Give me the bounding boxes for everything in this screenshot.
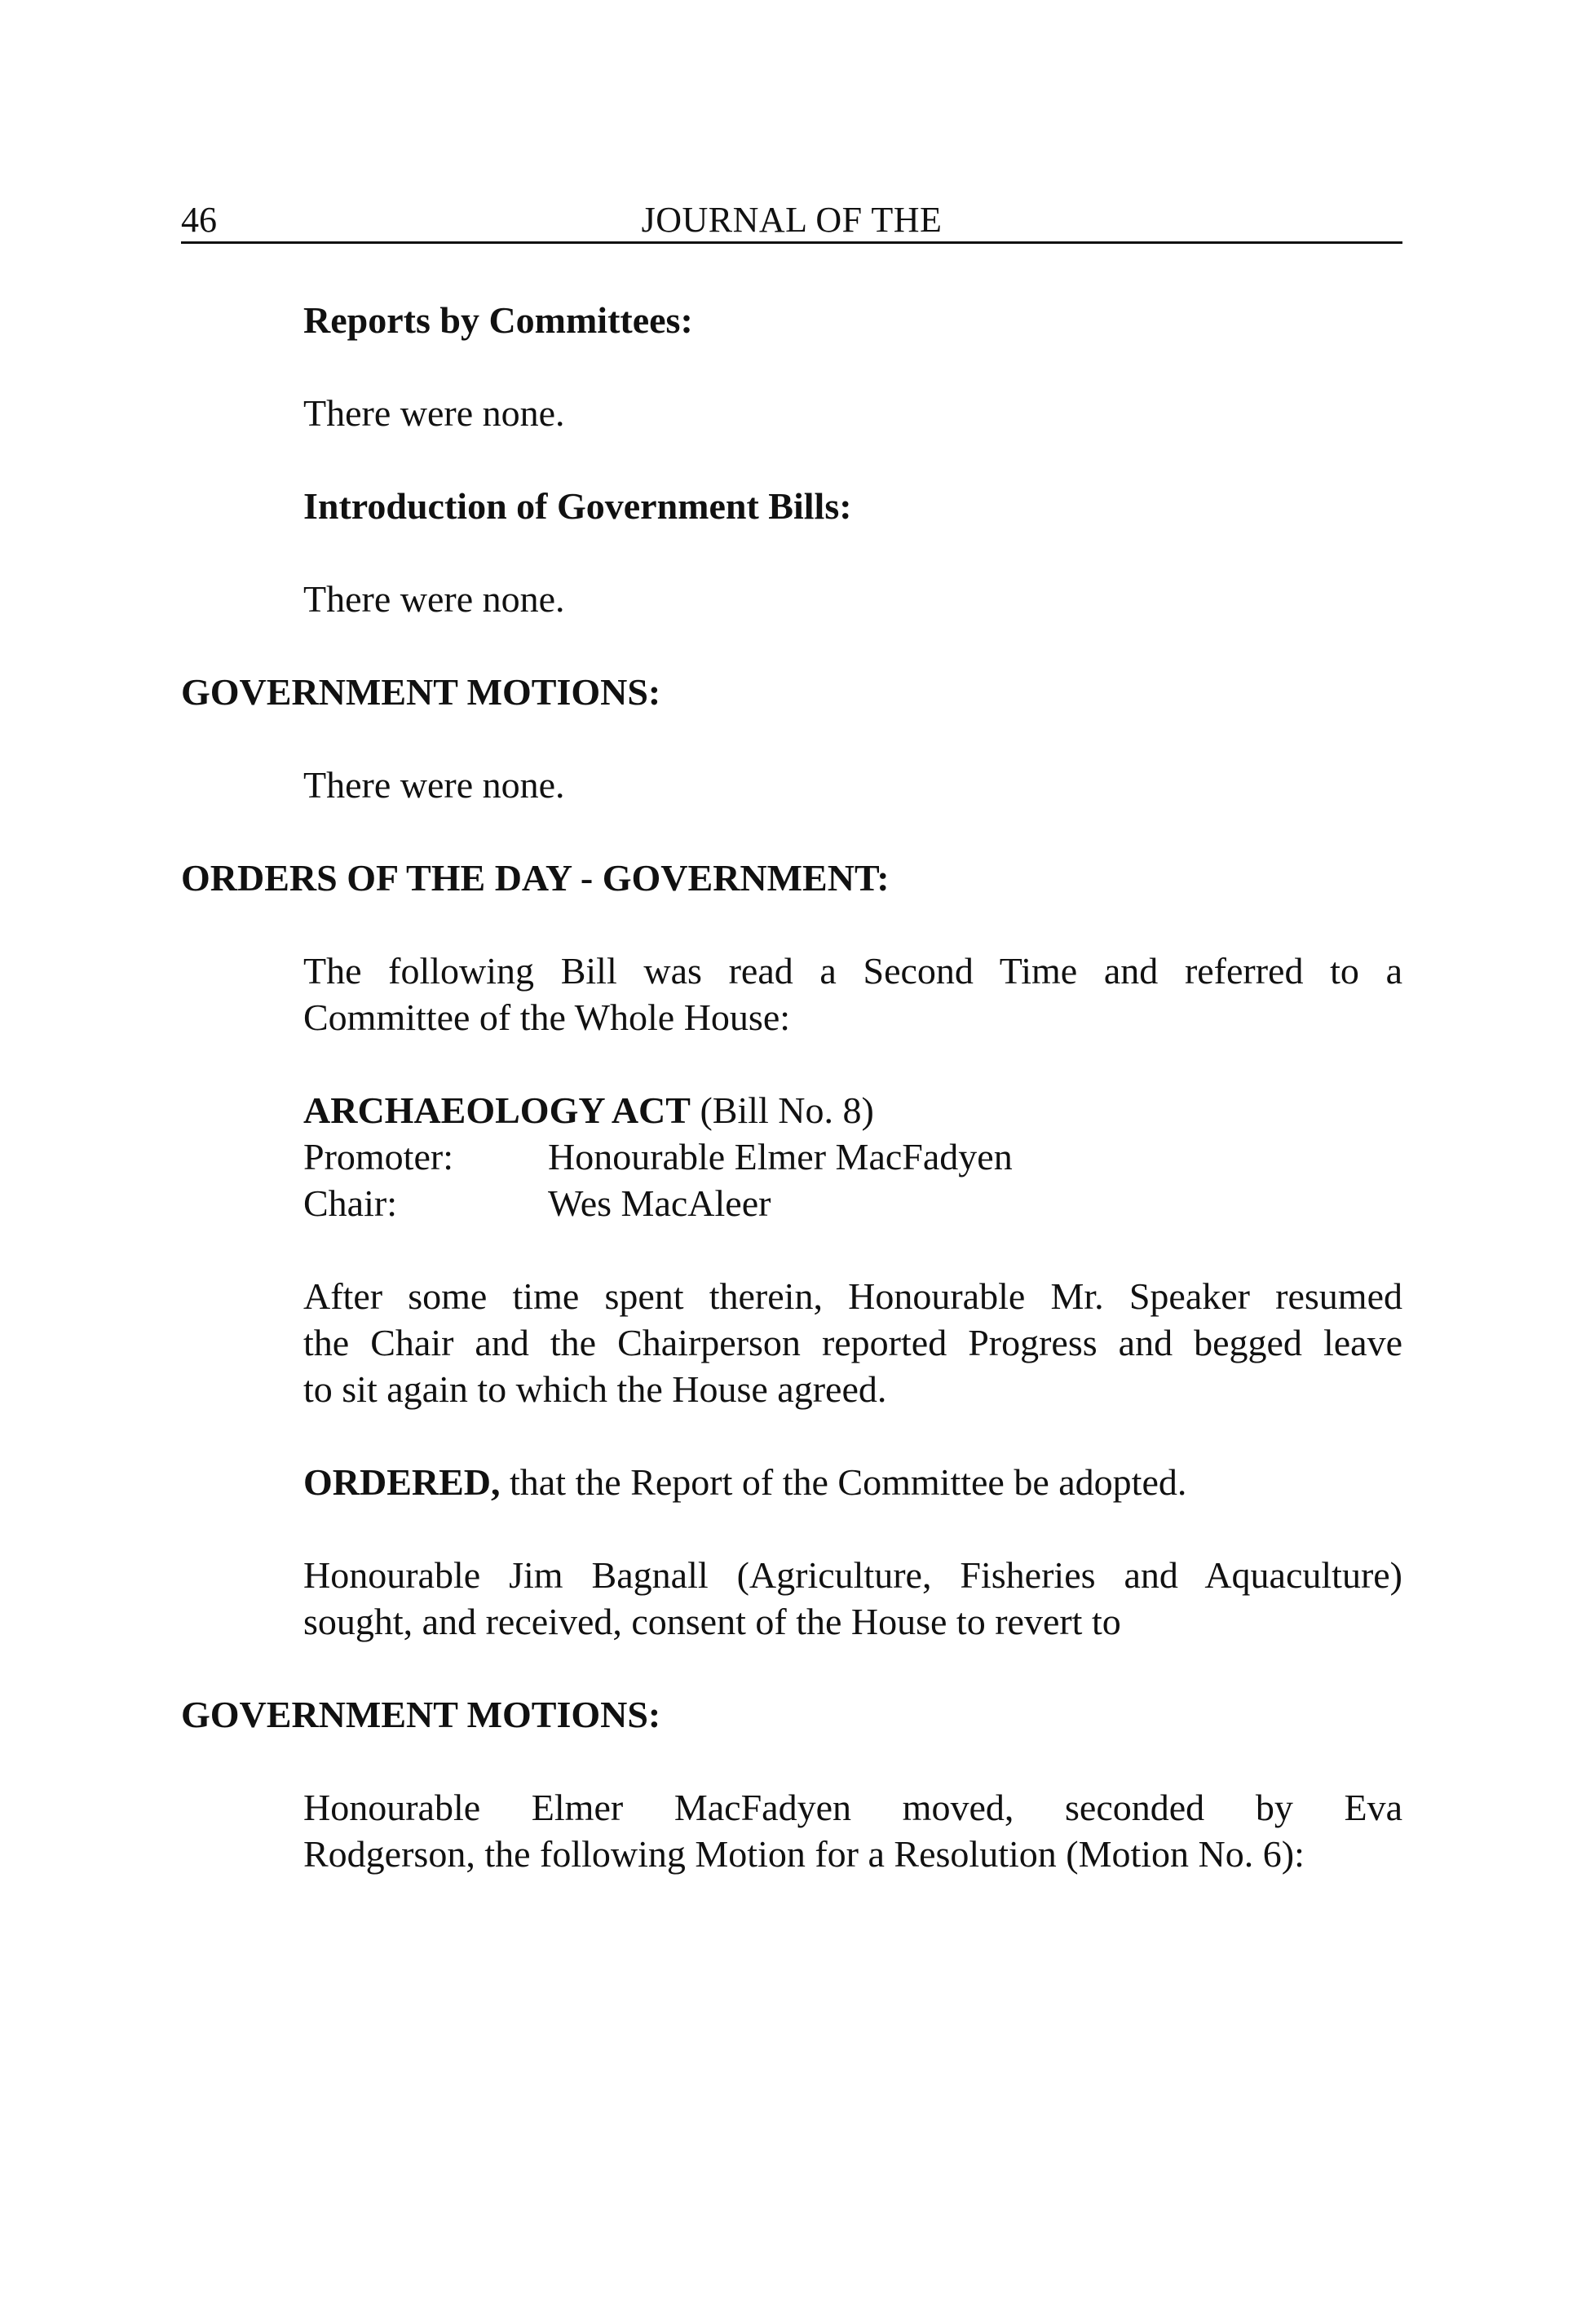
gov-motions-heading-2: GOVERNMENT MOTIONS: bbox=[181, 1694, 661, 1735]
reports-heading: Reports by Committees: bbox=[303, 299, 693, 341]
motion-line-1: Honourable Elmer MacFadyen moved, seconded by Eva bbox=[303, 1787, 1402, 1828]
promoter-line bbox=[303, 1133, 1402, 1180]
page-number: 46 bbox=[181, 200, 217, 240]
orders-intro-line-2: Committee of the Whole House: bbox=[303, 996, 791, 1038]
progress-line-3: to sit again to which the House agreed. bbox=[303, 1368, 887, 1410]
chair-label: Chair: bbox=[303, 1182, 397, 1224]
intro-bills-heading: Introduction of Government Bills: bbox=[303, 485, 852, 527]
motion-paragraph bbox=[303, 1784, 1402, 1877]
page-header bbox=[181, 199, 1402, 244]
bill-title: ARCHAEOLOGY ACT bbox=[303, 1089, 691, 1131]
bill-details bbox=[303, 1087, 1402, 1226]
running-title: JOURNAL OF THE bbox=[641, 200, 943, 240]
orders-intro-paragraph bbox=[303, 948, 1402, 1040]
gov-motions-text-1: There were none. bbox=[303, 764, 565, 806]
chair-value: Wes MacAleer bbox=[548, 1182, 771, 1224]
gov-motions-heading-1: GOVERNMENT MOTIONS: bbox=[181, 671, 661, 713]
bagnall-line-2: sought, and received, consent of the House to revert to bbox=[303, 1601, 1121, 1642]
motion-line-2: Rodgerson, the following Motion for a Resolution (Motion No. 6): bbox=[303, 1833, 1305, 1875]
intro-bills-text: There were none. bbox=[303, 578, 565, 620]
bill-title-line bbox=[303, 1087, 1402, 1133]
reports-text: There were none. bbox=[303, 392, 565, 434]
bagnall-paragraph bbox=[303, 1552, 1402, 1645]
bagnall-line-1: Honourable Jim Bagnall (Agriculture, Fisheries and Aquaculture) bbox=[303, 1554, 1402, 1596]
orders-heading: ORDERS OF THE DAY - GOVERNMENT: bbox=[181, 857, 890, 899]
progress-paragraph bbox=[303, 1273, 1402, 1412]
promoter-value: Honourable Elmer MacFadyen bbox=[548, 1136, 1013, 1177]
bill-number: (Bill No. 8) bbox=[700, 1089, 874, 1131]
ordered-paragraph bbox=[303, 1459, 1402, 1505]
progress-line-1: After some time spent therein, Honourable Mr. Speaker resumed bbox=[303, 1275, 1402, 1317]
orders-intro-line-1: The following Bill was read a Second Time and referred to a bbox=[303, 950, 1402, 992]
ordered-text: that the Report of the Committee be adopted. bbox=[510, 1461, 1187, 1503]
promoter-label: Promoter: bbox=[303, 1136, 453, 1177]
progress-line-2: the Chair and the Chairperson reported Progress and begged leave bbox=[303, 1322, 1402, 1363]
ordered-keyword: ORDERED, bbox=[303, 1461, 501, 1503]
chair-line bbox=[303, 1180, 1402, 1226]
